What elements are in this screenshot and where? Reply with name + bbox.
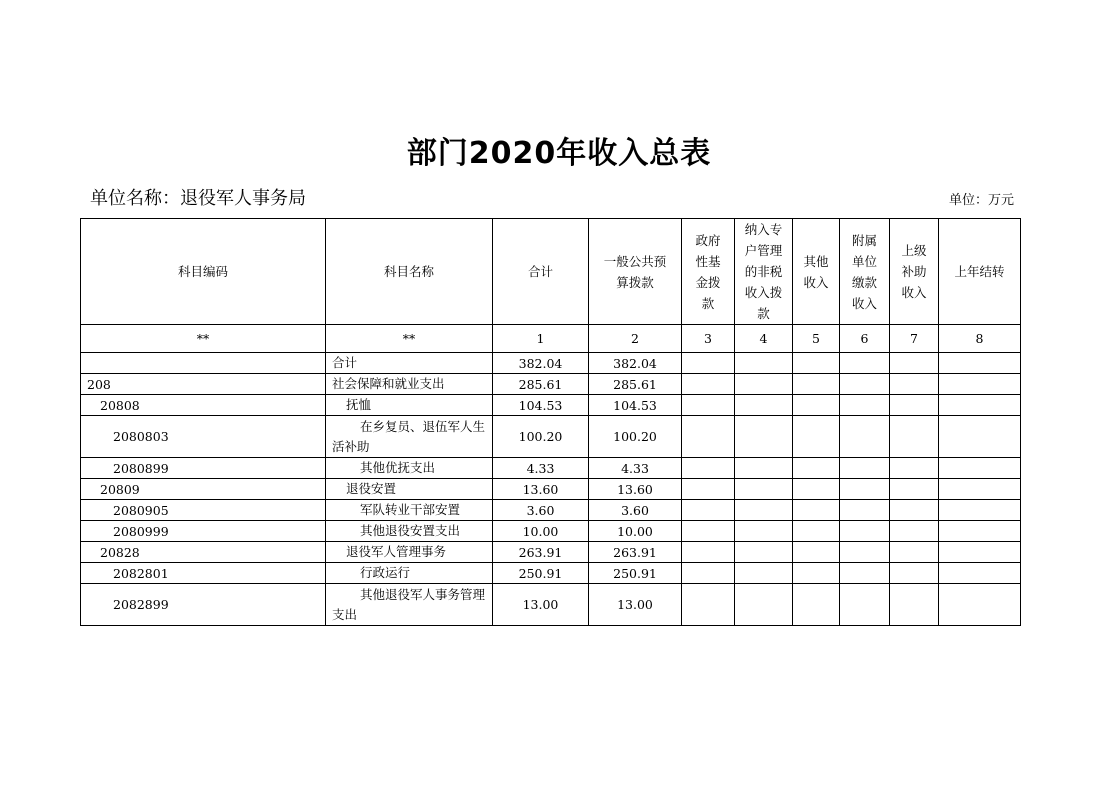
table-row xyxy=(81,353,1021,374)
empty-cell xyxy=(840,395,890,416)
subject-name: 在乡复员、退伍军人生活补助 xyxy=(326,416,493,458)
empty-cell xyxy=(793,500,840,521)
empty-cell xyxy=(793,563,840,584)
subject-code: 20809 xyxy=(81,479,326,500)
general-budget-value: 104.53 xyxy=(589,395,682,416)
empty-cell xyxy=(793,542,840,563)
empty-cell xyxy=(735,353,793,374)
total-value: 100.20 xyxy=(493,416,589,458)
total-value: 285.61 xyxy=(493,374,589,395)
empty-cell xyxy=(939,353,1021,374)
empty-cell xyxy=(682,521,735,542)
index-cell: ** xyxy=(81,325,326,353)
page-title: 部门2020年收入总表 xyxy=(406,136,712,171)
header-carryover: 上年结转 xyxy=(939,219,1021,325)
empty-cell xyxy=(682,374,735,395)
table-row xyxy=(81,542,1021,563)
empty-cell xyxy=(890,542,939,563)
table-row xyxy=(81,500,1021,521)
general-budget-value: 10.00 xyxy=(589,521,682,542)
subject-name: 其他优抚支出 xyxy=(326,458,493,479)
table-row xyxy=(81,374,1021,395)
subject-code: 20808 xyxy=(81,395,326,416)
empty-cell xyxy=(890,479,939,500)
empty-cell xyxy=(890,563,939,584)
subject-code: 20828 xyxy=(81,542,326,563)
index-cell: 5 xyxy=(793,325,840,353)
empty-cell xyxy=(890,416,939,458)
empty-cell xyxy=(793,479,840,500)
subject-code: 2080803 xyxy=(81,416,326,458)
general-budget-value: 100.20 xyxy=(589,416,682,458)
index-cell: 6 xyxy=(840,325,890,353)
general-budget-value: 13.00 xyxy=(589,584,682,626)
index-cell: 8 xyxy=(939,325,1021,353)
empty-cell xyxy=(682,416,735,458)
empty-cell xyxy=(840,584,890,626)
total-value: 13.60 xyxy=(493,479,589,500)
general-budget-value: 250.91 xyxy=(589,563,682,584)
table-row xyxy=(81,416,1021,458)
subject-code: 2080905 xyxy=(81,500,326,521)
empty-cell xyxy=(939,500,1021,521)
empty-cell xyxy=(840,542,890,563)
total-value: 3.60 xyxy=(493,500,589,521)
empty-cell xyxy=(735,563,793,584)
empty-cell xyxy=(793,395,840,416)
empty-cell xyxy=(939,458,1021,479)
subject-name: 合计 xyxy=(326,353,493,374)
general-budget-value: 3.60 xyxy=(589,500,682,521)
empty-cell xyxy=(735,479,793,500)
header-subject-name: 科目名称 xyxy=(326,219,493,325)
subject-code: 208 xyxy=(81,374,326,395)
header-gov-fund: 政府性基金拨款 xyxy=(682,219,735,325)
index-cell: 4 xyxy=(735,325,793,353)
empty-cell xyxy=(793,374,840,395)
empty-cell xyxy=(682,353,735,374)
empty-cell xyxy=(939,584,1021,626)
empty-cell xyxy=(735,458,793,479)
empty-cell xyxy=(735,521,793,542)
empty-cell xyxy=(840,500,890,521)
header-subject-code: 科目编码 xyxy=(81,219,326,325)
empty-cell xyxy=(840,416,890,458)
general-budget-value: 13.60 xyxy=(589,479,682,500)
empty-cell xyxy=(793,521,840,542)
subject-code xyxy=(81,353,326,374)
empty-cell xyxy=(682,584,735,626)
empty-cell xyxy=(793,458,840,479)
empty-cell xyxy=(682,395,735,416)
empty-cell xyxy=(840,353,890,374)
table-row xyxy=(81,563,1021,584)
index-cell: 1 xyxy=(493,325,589,353)
table-row xyxy=(81,521,1021,542)
index-cell: 2 xyxy=(589,325,682,353)
empty-cell xyxy=(939,521,1021,542)
empty-cell xyxy=(840,521,890,542)
empty-cell xyxy=(735,584,793,626)
subject-code: 2080899 xyxy=(81,458,326,479)
empty-cell xyxy=(890,584,939,626)
empty-cell xyxy=(682,479,735,500)
header-total: 合计 xyxy=(493,219,589,325)
index-cell: 7 xyxy=(890,325,939,353)
subject-name: 其他退役军人事务管理支出 xyxy=(326,584,493,626)
header-affiliated-unit: 附属单位缴款收入 xyxy=(840,219,890,325)
empty-cell xyxy=(890,395,939,416)
empty-cell xyxy=(840,458,890,479)
empty-cell xyxy=(840,563,890,584)
subject-name: 军队转业干部安置 xyxy=(326,500,493,521)
empty-cell xyxy=(735,500,793,521)
general-budget-value: 263.91 xyxy=(589,542,682,563)
empty-cell xyxy=(890,521,939,542)
subject-name: 抚恤 xyxy=(326,395,493,416)
subject-code: 2082801 xyxy=(81,563,326,584)
organization-name: 单位名称：退役军人事务局 xyxy=(90,188,306,209)
general-budget-value: 285.61 xyxy=(589,374,682,395)
empty-cell xyxy=(735,416,793,458)
empty-cell xyxy=(890,458,939,479)
empty-cell xyxy=(793,584,840,626)
empty-cell xyxy=(890,500,939,521)
header-special-account: 纳入专户管理的非税收入拨款 xyxy=(735,219,793,325)
subject-name: 行政运行 xyxy=(326,563,493,584)
total-value: 10.00 xyxy=(493,521,589,542)
total-value: 13.00 xyxy=(493,584,589,626)
empty-cell xyxy=(939,416,1021,458)
empty-cell xyxy=(939,542,1021,563)
total-value: 250.91 xyxy=(493,563,589,584)
table-row xyxy=(81,479,1021,500)
subject-name: 社会保障和就业支出 xyxy=(326,374,493,395)
table-header-row xyxy=(81,219,1021,325)
subject-name: 其他退役安置支出 xyxy=(326,521,493,542)
general-budget-value: 382.04 xyxy=(589,353,682,374)
total-value: 4.33 xyxy=(493,458,589,479)
subject-name: 退役军人管理事务 xyxy=(326,542,493,563)
empty-cell xyxy=(735,374,793,395)
empty-cell xyxy=(682,500,735,521)
subject-code: 2080999 xyxy=(81,521,326,542)
empty-cell xyxy=(890,374,939,395)
index-cell: 3 xyxy=(682,325,735,353)
empty-cell xyxy=(840,374,890,395)
empty-cell xyxy=(939,395,1021,416)
index-cell: ** xyxy=(326,325,493,353)
empty-cell xyxy=(939,563,1021,584)
table-row xyxy=(81,458,1021,479)
subject-name: 退役安置 xyxy=(326,479,493,500)
empty-cell xyxy=(682,458,735,479)
subject-code: 2082899 xyxy=(81,584,326,626)
index-row xyxy=(81,325,1021,353)
empty-cell xyxy=(939,374,1021,395)
empty-cell xyxy=(793,353,840,374)
header-superior-subsidy: 上级补助收入 xyxy=(890,219,939,325)
total-value: 263.91 xyxy=(493,542,589,563)
empty-cell xyxy=(939,479,1021,500)
empty-cell xyxy=(735,395,793,416)
empty-cell xyxy=(682,563,735,584)
total-value: 104.53 xyxy=(493,395,589,416)
general-budget-value: 4.33 xyxy=(589,458,682,479)
income-summary-table xyxy=(80,218,1021,626)
unit-label: 单位：万元 xyxy=(948,193,1014,208)
empty-cell xyxy=(735,542,793,563)
empty-cell xyxy=(793,416,840,458)
header-general-budget: 一般公共预算拨款 xyxy=(589,219,682,325)
empty-cell xyxy=(890,353,939,374)
total-value: 382.04 xyxy=(493,353,589,374)
table-row xyxy=(81,584,1021,626)
empty-cell xyxy=(682,542,735,563)
table-row xyxy=(81,395,1021,416)
empty-cell xyxy=(840,479,890,500)
header-other-income: 其他收入 xyxy=(793,219,840,325)
